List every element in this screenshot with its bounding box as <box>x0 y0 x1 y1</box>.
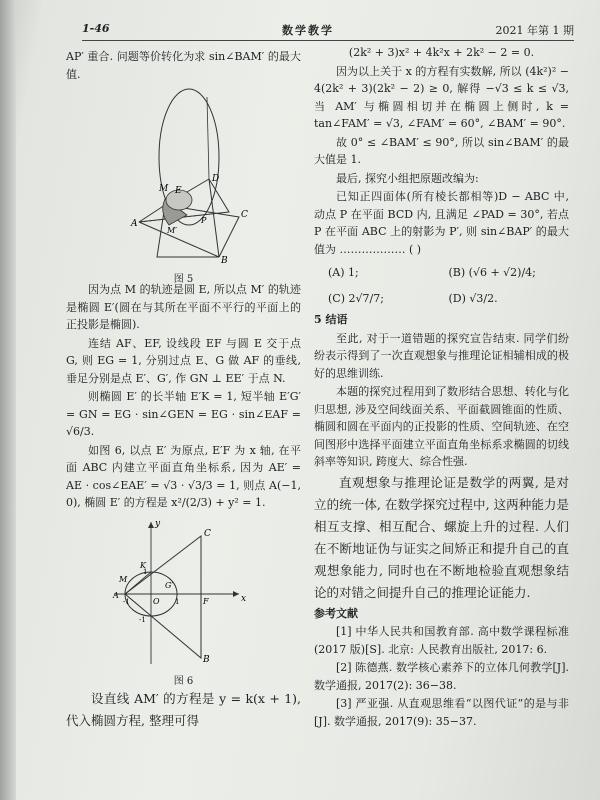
equation-1: (2k² + 3)x² + 4k²x + 2k² − 2 = 0. <box>348 46 535 59</box>
fig5-label-a: A <box>130 219 137 229</box>
reference-2: [2] 陈德燕. 数学核心素养下的立体几何教学[J]. 数学通报, 2017(2): 36−38. <box>314 661 569 692</box>
conclusion-para-2: 本题的探究过程用到了数形结合思想、转化与化归思想, 涉及空间线面关系、平面截圆锥面的性质、椭圆和圆在平面内的正投影的性质、空间轨迹、在空间图形中选择平面建立平面直角坐标系求椭圆的切线斜率等知识, 跨度大、综合性强. <box>314 385 569 468</box>
journal-title: 数学教学 <box>282 24 334 37</box>
conclusion-para-1: 至此, 对于一道错题的探究宣告结束. 同学们纷纷表示得到了一次直观想象与推理论证相辅相成的极好的思维训练. <box>314 331 569 380</box>
fig6-label-x: x <box>240 593 246 604</box>
fig6-label-gprime: G′ <box>164 580 173 590</box>
option-b: (B) (√6 + √2)/4; <box>448 266 536 279</box>
fig6-label-c: C <box>203 528 211 539</box>
right-para-4: 已知正四面体(所有棱长都相等)D − ABC 中, 动点 P 在平面 BCD 内, 且满足 ∠PAD = 30°, 若点 P 在平面 ABC 上的射影为 P′, 则 sin∠BAP′ 的最大值为 ……………… ( ) <box>314 190 569 256</box>
left-para-5: 如图 6, 以点 E′ 为原点, E′F 为 x 轴, 在平面 ABC 内建立平面直角坐标系, 因为 AE′ = AE · cos∠EAE′ = √3 · √3/3 = 1, 则点 A(−1, 0), 椭圆 E′ 的方程是 x²/(2/3) + y² = 1. <box>66 443 301 509</box>
reference-1: [1] 中华人民共和国教育部. 高中数学课程标准(2017 版)[S]. 北京: 人民教育出版社, 2017: 6. <box>314 625 569 656</box>
fig6-label-m: M <box>118 574 127 584</box>
left-para-1: AP′ 重合. 问题等价转化为求 sin∠BAM′ 的最大值. <box>66 50 301 81</box>
page-header <box>82 22 574 41</box>
right-para-3: 最后, 探究小组把原题改编为: <box>336 171 479 185</box>
issue-label: 2021 年第 1 期 <box>495 24 574 37</box>
fig5-label-m: M <box>158 184 168 194</box>
option-a: (A) 1; <box>328 266 359 279</box>
fig6-label-neg1x: -1 <box>122 597 130 606</box>
reference-3: [3] 严亚强. 从直观思维看“以图代证”的是与非[J]. 数学通报, 2017(9): 35−37. <box>314 697 569 728</box>
figure-6-caption: 图 6 <box>173 676 194 687</box>
fig5-label-p: P <box>200 216 206 225</box>
left-para-3: 连结 AF、EF, 设线段 EF 与圆 E 交于点 G, 则 EG = 1, 分别过点 E、G 做 AF 的垂线, 垂足分别是点 E′、G′, 作 GN ⊥ EE′ 于点 N. <box>66 336 301 385</box>
references-title: 参考文献 <box>314 606 358 620</box>
journal-page <box>14 10 594 800</box>
fig5-label-b: B <box>220 256 228 265</box>
fig6-label-1x: 1 <box>174 597 179 606</box>
left-column <box>66 48 301 733</box>
left-para-6: 设直线 AM′ 的方程是 y = k(x + 1), 代入椭圆方程, 整理可得 <box>66 690 301 728</box>
left-para-4: 则椭圆 E′ 的长半轴 E′K = 1, 短半轴 E′G′ = GN = EG · sin∠GEN = EG · sin∠EAF = √6/3. <box>66 390 301 438</box>
figure-5 <box>109 87 259 285</box>
fig6-label-b: B <box>202 654 210 665</box>
fig5-label-mprime: M′ <box>166 226 177 235</box>
fig5-label-c: C <box>240 210 248 220</box>
conclusion-para-3: 直观想象与推理论证是数学的两翼, 是对立的统一体, 在数学探究过程中, 这两种能力是相互支撑、相互配合、螺旋上升的过程. 人们在不断地证伪与证实之间矫正和提升自己的直观想象能力, 同时也在不断地检验直观想象结论的对错之间提升自己的推理论证能力. <box>314 474 569 600</box>
fig6-label-neg1y: -1 <box>138 615 146 624</box>
fig6-label-o: O <box>152 596 160 606</box>
fig6-label-f: F <box>202 596 209 606</box>
figure-6 <box>109 516 259 687</box>
figure-5-diagram <box>109 87 259 265</box>
fig5-label-e: E <box>174 186 182 196</box>
right-column <box>314 44 569 731</box>
right-para-2: 故 0° ≤ ∠BAM′ ≤ 90°, 所以 sin∠BAM′ 的最大值是 1. <box>314 135 569 166</box>
figure-6-diagram <box>109 516 259 668</box>
fig5-label-d: D <box>211 174 219 184</box>
left-para-2: 因为点 M 的轨迹是圆 E, 所以点 M′ 的轨迹是椭圆 E′(圆在与其所在平面不平行的平面上的正投影是椭圆). <box>66 283 301 331</box>
option-c: (C) 2√7/7; <box>328 291 384 305</box>
fig6-label-a: A <box>112 590 119 600</box>
figure-5-caption: 图 5 <box>173 273 194 285</box>
page-number: 1-46 <box>82 22 110 35</box>
option-d: (D) √3/2. <box>448 291 498 305</box>
answer-options <box>328 264 569 307</box>
fig6-label-k: K <box>139 560 146 570</box>
fig6-label-y: y <box>154 518 160 529</box>
right-para-1: 因为以上关于 x 的方程有实数解, 所以 (4k²)² − 4(2k² + 3)(2k² − 2) ≥ 0, 解得 −√3 ≤ k ≤ √3, 当 AM′ 与椭圆相切并在椭圆上侧时, k = tan∠FAM′ = √3, ∠FAM′ = 60°, ∠BAM′ = 90°. <box>314 64 569 130</box>
section-title: 5 结语 <box>314 313 348 326</box>
fig6-label-1y: 1 <box>142 567 147 576</box>
